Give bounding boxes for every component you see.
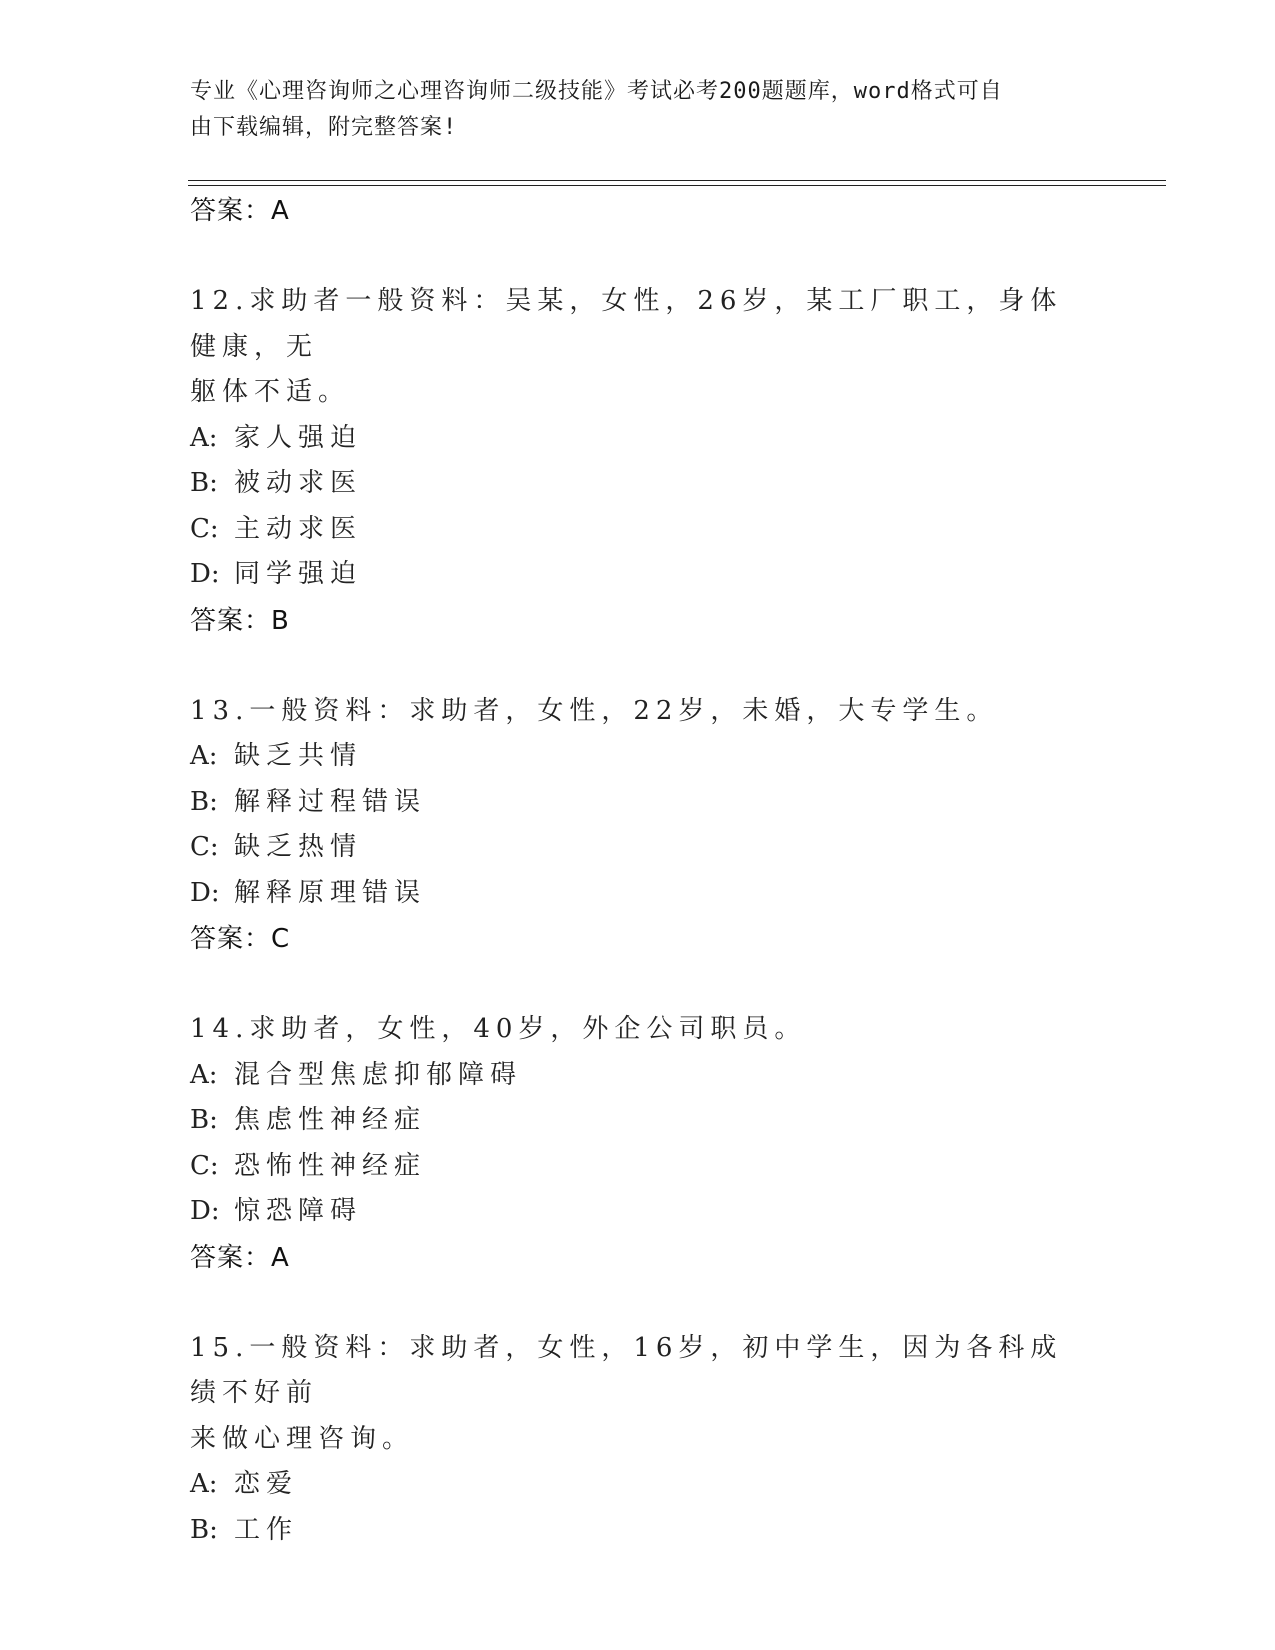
question-block — [190, 279, 1090, 644]
option-text: 工作 — [234, 1514, 299, 1545]
option-item — [190, 552, 1090, 598]
option-text: 同学强迫 — [234, 559, 363, 589]
option-letter: D: — [190, 559, 220, 589]
option-item — [190, 1098, 1090, 1144]
option-text: 解释过程错误 — [234, 786, 427, 817]
question-text-line: 12.求助者一般资料：吴某，女性，26岁，某工厂职工，身体健康，无 — [190, 286, 1063, 362]
question-text-line: 13.一般资料：求助者，女性，22岁，未婚，大专学生。 — [190, 695, 999, 726]
option-text: 焦虑性神经症 — [234, 1105, 427, 1135]
option-text: 惊恐障碍 — [234, 1196, 363, 1226]
option-item — [190, 734, 1090, 780]
option-letter: C: — [190, 1150, 219, 1181]
option-text: 恐怖性神经症 — [234, 1150, 427, 1181]
option-letter: C: — [190, 832, 219, 862]
question-block — [190, 1326, 1090, 1554]
option-text: 缺乏热情 — [234, 832, 363, 862]
question-text-line: 15.一般资料：求助者，女性，16岁，初中学生，因为各科成绩不好前 — [190, 1332, 1063, 1408]
option-text: 恋爱 — [234, 1469, 299, 1499]
header-line-2: 由下载编辑，附完整答案! — [190, 115, 458, 140]
option-text: 被动求医 — [234, 468, 363, 498]
option-item — [190, 1189, 1090, 1235]
option-letter: B: — [190, 786, 218, 817]
option-text: 缺乏共情 — [234, 741, 363, 771]
option-letter: B: — [190, 468, 218, 498]
header-divider-top — [188, 180, 1166, 181]
answer-line: 答案：A — [190, 1242, 290, 1273]
option-item — [190, 507, 1090, 553]
answer-line: 答案：C — [190, 924, 291, 954]
option-item — [190, 1508, 1090, 1554]
option-letter: B: — [190, 1105, 218, 1135]
option-text: 家人强迫 — [234, 422, 363, 453]
header-divider-bottom — [188, 185, 1166, 186]
question-list — [190, 188, 1090, 1553]
question-text-line: 躯体不适。 — [190, 377, 351, 407]
option-text: 混合型焦虑抑郁障碍 — [234, 1059, 523, 1090]
option-item — [190, 1053, 1090, 1099]
option-item — [190, 871, 1090, 917]
option-letter: B: — [190, 1514, 218, 1545]
question-block — [190, 1007, 1090, 1281]
option-letter: D: — [190, 877, 220, 908]
question-text-line: 14.求助者，女性，40岁，外企公司职员。 — [190, 1014, 807, 1044]
option-item — [190, 825, 1090, 871]
header-line-1: 专业《心理咨询师之心理咨询师二级技能》考试必考200题题库，word格式可自 — [190, 79, 1003, 104]
option-text: 解释原理错误 — [234, 877, 427, 908]
option-letter: C: — [190, 513, 219, 544]
option-letter: A: — [190, 1469, 218, 1499]
option-letter: D: — [190, 1196, 220, 1226]
option-text: 主动求医 — [234, 513, 363, 544]
option-item — [190, 1462, 1090, 1508]
option-letter: A: — [190, 422, 218, 453]
answer-line: 答案：B — [190, 605, 290, 636]
answer-line: 答案：A — [190, 196, 290, 226]
option-item — [190, 416, 1090, 462]
question-text-line: 来做心理咨询。 — [190, 1423, 415, 1454]
question-block — [190, 689, 1090, 963]
option-item — [190, 461, 1090, 507]
option-item — [190, 1144, 1090, 1190]
page-header — [190, 74, 1080, 146]
option-letter: A: — [190, 741, 218, 771]
option-letter: A: — [190, 1059, 218, 1090]
option-item — [190, 780, 1090, 826]
